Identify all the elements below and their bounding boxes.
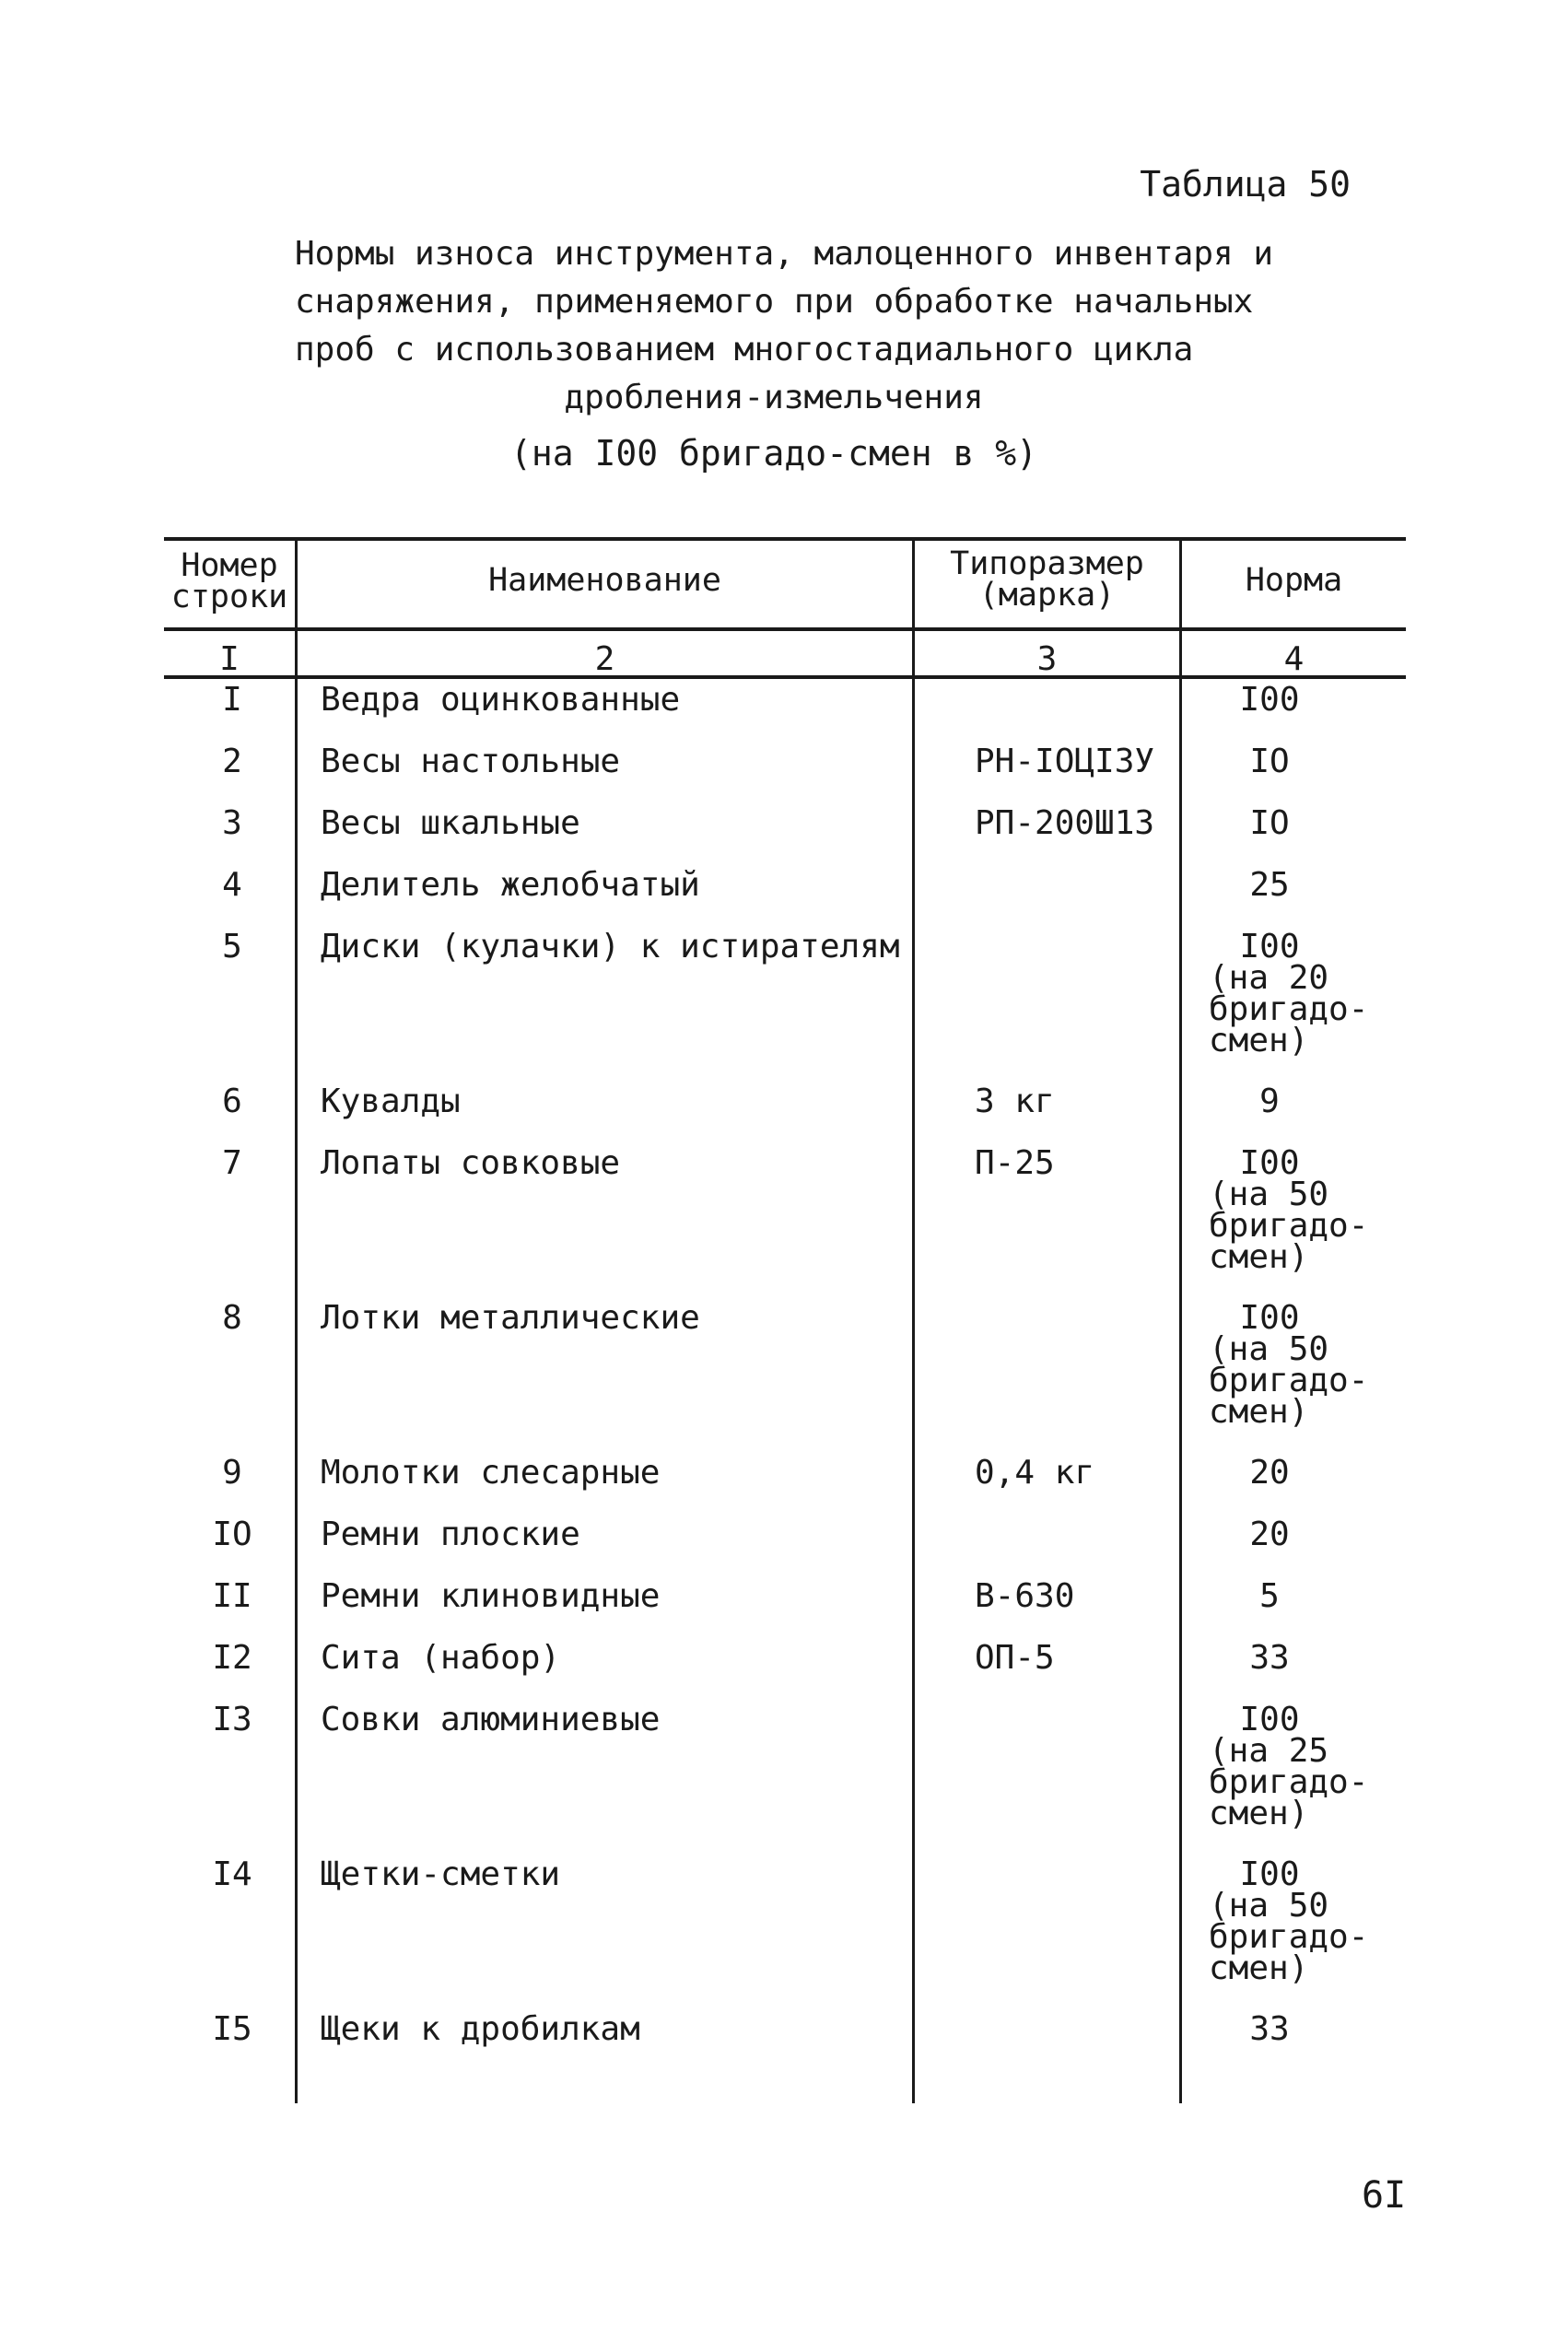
row-norm xyxy=(1187,2010,1352,2048)
row-size: В-630 xyxy=(975,1577,1075,1615)
norm-note: бригадо- xyxy=(1209,1918,1369,1956)
norm-value: I00 xyxy=(1239,1144,1300,1182)
row-name: Диски (кулачки) к истирателям xyxy=(321,928,900,966)
norm-note: (на 50 xyxy=(1209,1887,1329,1925)
row-name: Молотки слесарные xyxy=(321,1454,661,1492)
norm-note: смен) xyxy=(1209,1393,1309,1431)
row-number: 4 xyxy=(222,866,242,904)
norm-value: I00 xyxy=(1239,1701,1300,1738)
norm-value: I00 xyxy=(1239,928,1300,966)
norm-note: смен) xyxy=(1209,1949,1309,1987)
norm-note: смен) xyxy=(1209,1022,1309,1059)
row-name: Лотки металлические xyxy=(321,1299,700,1337)
row-name: Ремни клиновидные xyxy=(321,1577,661,1615)
row-name: Совки алюминиевые xyxy=(321,1701,661,1738)
row-norm xyxy=(1187,1639,1352,1677)
title-line: снаряжения, применяемого при обработке начальных xyxy=(295,283,1254,321)
norm-value: 5 xyxy=(1259,1577,1280,1615)
title-line: дробления-измельчения xyxy=(564,379,984,416)
row-norm xyxy=(1187,743,1352,780)
row-number: 7 xyxy=(222,1144,242,1182)
row-number: IО xyxy=(212,1516,252,1553)
row-norm xyxy=(1187,1454,1352,1492)
row-name: Щеки к дробилкам xyxy=(321,2010,640,2048)
row-norm xyxy=(1187,1855,1369,1987)
title-line: Нормы износа инструмента, малоценного инвентаря и xyxy=(295,235,1274,273)
row-name: Щетки-сметки xyxy=(321,1855,561,1893)
norm-value: 9 xyxy=(1259,1083,1280,1120)
header-name: Наименование xyxy=(488,562,721,599)
row-name: Сита (набор) xyxy=(321,1639,561,1677)
row-number: 9 xyxy=(222,1454,242,1492)
row-size: 0,4 кг xyxy=(975,1454,1095,1492)
column-number: 2 xyxy=(594,640,615,678)
row-norm xyxy=(1187,1299,1369,1431)
header-text: (марка) xyxy=(978,577,1116,614)
row-norm xyxy=(1187,866,1352,904)
norm-value: 33 xyxy=(1249,2010,1290,2048)
row-norm xyxy=(1187,1577,1352,1615)
column-divider xyxy=(912,537,915,2103)
norm-note: бригадо- xyxy=(1209,1362,1369,1399)
row-size: ОП-5 xyxy=(975,1639,1055,1677)
row-number: I5 xyxy=(212,2010,252,2048)
table-number: Таблица 50 xyxy=(1140,164,1351,205)
row-number: 8 xyxy=(222,1299,242,1337)
row-name: Лопаты совковые xyxy=(321,1144,621,1182)
row-number: I xyxy=(222,681,242,719)
title-line: проб с использованием многостадиального цикла xyxy=(295,331,1194,369)
header-rule xyxy=(164,627,1406,631)
norm-value: I00 xyxy=(1239,1299,1300,1337)
row-size: РН-IОЦI3У xyxy=(975,743,1155,780)
header-text: строки xyxy=(170,579,288,615)
norm-value: 33 xyxy=(1249,1639,1290,1677)
row-norm xyxy=(1187,1083,1352,1120)
row-name: Ремни плоские xyxy=(321,1516,580,1553)
header-text: Типоразмер xyxy=(950,545,1144,582)
header-text: Номер xyxy=(181,547,278,584)
row-norm xyxy=(1187,681,1352,719)
row-name: Делитель желобчатый xyxy=(321,866,700,904)
norm-value: 20 xyxy=(1249,1454,1290,1492)
norm-value: IО xyxy=(1249,743,1290,780)
row-norm xyxy=(1187,1516,1352,1553)
row-size: РП-200Ш13 xyxy=(975,804,1155,842)
row-size: 3 кг xyxy=(975,1083,1055,1120)
row-number: 6 xyxy=(222,1083,242,1120)
row-norm xyxy=(1187,1144,1369,1276)
norm-note: бригадо- xyxy=(1209,1207,1369,1245)
norm-value: IО xyxy=(1249,804,1290,842)
column-number: 4 xyxy=(1283,640,1305,678)
norm-note: (на 50 xyxy=(1209,1176,1329,1213)
row-number: II xyxy=(212,1577,252,1615)
row-number: I4 xyxy=(212,1855,252,1893)
row-name: Весы шкальные xyxy=(321,804,580,842)
row-number: 3 xyxy=(222,804,242,842)
norm-note: (на 20 xyxy=(1209,959,1329,997)
row-size: П-25 xyxy=(975,1144,1055,1182)
column-number: I xyxy=(219,640,240,678)
table-title xyxy=(295,230,1274,422)
norm-note: (на 25 xyxy=(1209,1732,1329,1770)
top-rule xyxy=(164,537,1406,541)
row-name: Ведра оцинкованные xyxy=(321,681,681,719)
column-divider xyxy=(1179,537,1182,2103)
norm-note: смен) xyxy=(1209,1238,1309,1276)
row-norm xyxy=(1187,928,1369,1059)
row-number: I3 xyxy=(212,1701,252,1738)
header-norm: Норма xyxy=(1245,562,1343,599)
norm-value: 20 xyxy=(1249,1516,1290,1553)
page-number: 6I xyxy=(1362,2174,1407,2217)
norm-note: смен) xyxy=(1209,1795,1309,1832)
row-number: I2 xyxy=(212,1639,252,1677)
norm-note: бригадо- xyxy=(1209,990,1369,1028)
norm-note: (на 50 xyxy=(1209,1330,1329,1368)
column-number: 3 xyxy=(1036,640,1058,678)
header-size xyxy=(915,545,1179,614)
norm-value: I00 xyxy=(1239,681,1300,719)
row-number: 5 xyxy=(222,928,242,966)
row-number: 2 xyxy=(222,743,242,780)
norm-note: бригадо- xyxy=(1209,1763,1369,1801)
row-norm xyxy=(1187,1701,1369,1832)
row-name: Весы настольные xyxy=(321,743,621,780)
header-row-number xyxy=(164,547,295,615)
table-subtitle: (на I00 бригадо-смен в %) xyxy=(510,433,1037,474)
row-norm xyxy=(1187,804,1352,842)
norm-value: 25 xyxy=(1249,866,1290,904)
row-name: Кувалды xyxy=(321,1083,461,1120)
norm-value: I00 xyxy=(1239,1855,1300,1893)
